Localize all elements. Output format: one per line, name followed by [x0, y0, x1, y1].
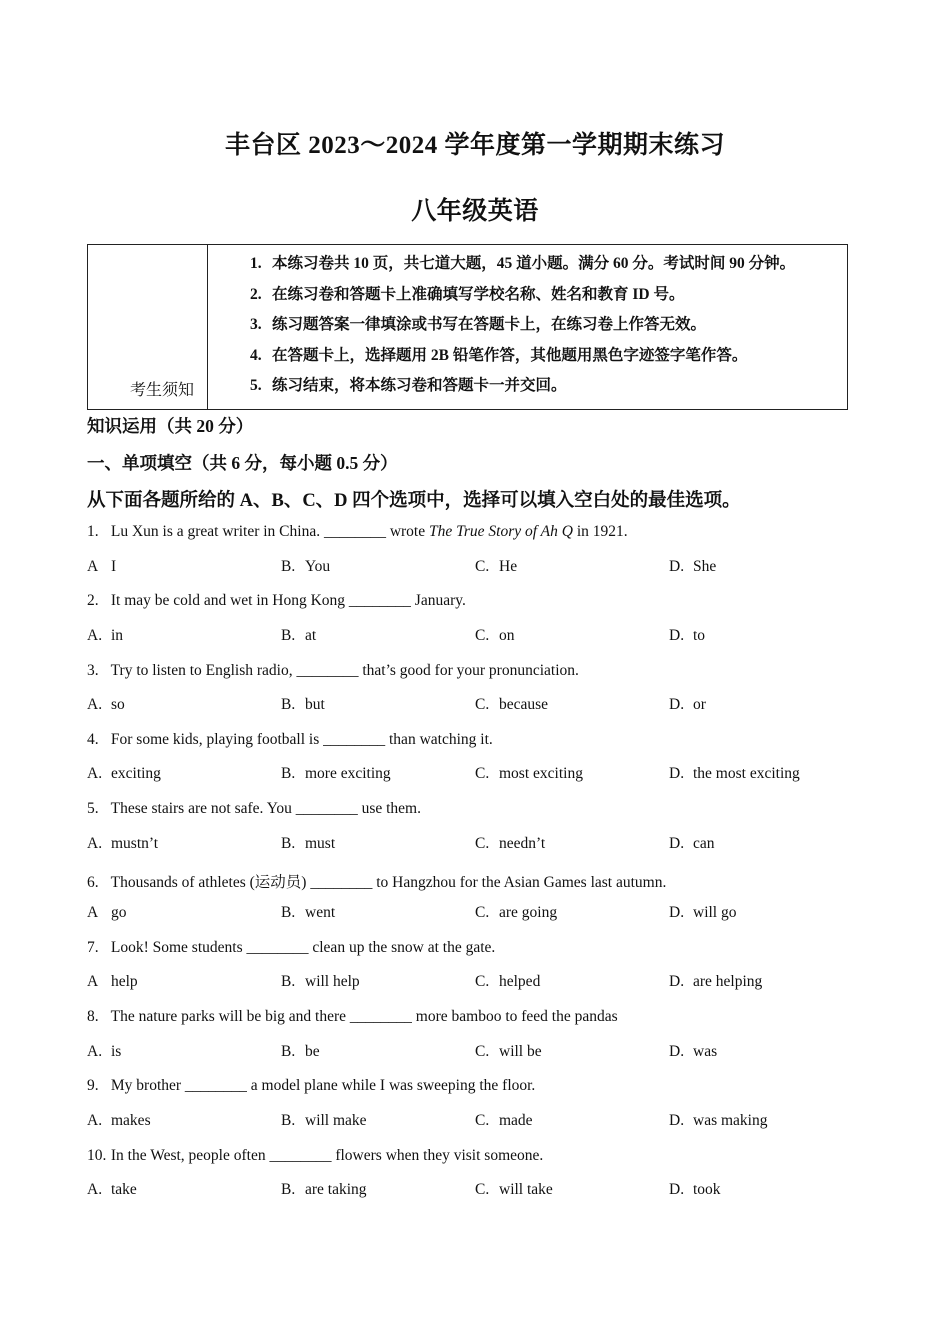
option-text: He	[499, 557, 518, 575]
option-text: to	[693, 626, 706, 644]
notice-label-cell	[88, 245, 208, 409]
question-stem	[87, 592, 466, 610]
option-b	[281, 904, 335, 922]
question-number: 9.	[87, 1077, 99, 1095]
option-text: was	[693, 1042, 718, 1060]
option-letter: D.	[669, 765, 685, 783]
option-text: She	[693, 557, 717, 575]
option-text: go	[111, 904, 127, 921]
question-stem	[87, 662, 579, 680]
question-text: Try to listen to English radio, ________ that’s good for your pronunciation.	[110, 661, 579, 679]
option-letter: B.	[281, 696, 296, 714]
question-text: Look! Some students ________ clean up the snow at the gate.	[110, 938, 496, 956]
option-text: are going	[499, 904, 558, 921]
notice-table	[87, 244, 848, 410]
option-letter: C.	[475, 834, 490, 852]
notice-item-number: 5.	[250, 377, 262, 394]
question-stem	[87, 1147, 543, 1165]
question-number: 3.	[87, 661, 99, 679]
option-text: made	[499, 1111, 533, 1129]
option-d	[669, 1181, 721, 1199]
option-c	[475, 696, 548, 714]
option-letter: B.	[281, 1111, 296, 1129]
option-letter: D.	[669, 626, 685, 644]
option-c	[475, 904, 557, 922]
option-d	[669, 696, 706, 714]
question-number: 7.	[87, 938, 99, 956]
option-letter: C.	[475, 696, 490, 714]
option-letter: D.	[669, 696, 685, 714]
option-c	[475, 1181, 553, 1199]
option-letter: B.	[281, 904, 296, 921]
notice-item-text: 本练习卷共 10 页，共七道大题，45 道小题。满分 60 分。考试时间 90 分钟。	[272, 255, 796, 272]
question-number: 6.	[87, 873, 99, 891]
option-letter: D.	[669, 1181, 685, 1199]
option-letter: B.	[281, 626, 296, 644]
notice-item	[250, 284, 795, 315]
question-text: In the West, people often ________ flowers when they visit someone.	[110, 1146, 544, 1164]
option-text: will be	[499, 1042, 542, 1060]
option-letter: A	[87, 557, 99, 575]
option-a	[87, 696, 125, 714]
option-letter: D.	[669, 1042, 685, 1060]
question-stem	[87, 870, 666, 892]
option-letter: A.	[87, 696, 103, 714]
option-text: will make	[305, 1111, 367, 1129]
option-text: the most exciting	[693, 765, 800, 783]
section-part-title: 知识运用（共 20 分）	[87, 416, 254, 436]
question-text: For some kids, playing football is ________ than watching it.	[110, 730, 493, 748]
question-stem	[87, 1077, 535, 1095]
option-text: on	[499, 626, 515, 644]
question-stem	[87, 731, 493, 749]
question-number: 1.	[87, 523, 99, 540]
option-a	[87, 904, 127, 922]
option-text: exciting	[111, 765, 161, 783]
question-text: These stairs are not safe. You ________ use them.	[110, 800, 421, 818]
option-letter: B.	[281, 973, 296, 991]
option-letter: D.	[669, 1111, 685, 1129]
option-text: are taking	[305, 1181, 367, 1199]
option-b	[281, 835, 335, 853]
option-text: in	[111, 626, 124, 644]
option-d	[669, 835, 715, 853]
option-text: will go	[693, 904, 737, 921]
option-b	[281, 558, 330, 576]
option-letter: A.	[87, 1042, 103, 1060]
option-text: so	[111, 696, 125, 714]
option-text: will take	[499, 1181, 553, 1199]
option-letter: C.	[475, 1111, 490, 1129]
option-text: must	[305, 834, 336, 852]
question-stem	[87, 1008, 618, 1026]
option-text: at	[305, 626, 317, 644]
option-letter: B.	[281, 834, 296, 852]
notice-item-text: 在练习卷和答题卡上准确填写学校名称、姓名和教育 ID 号。	[272, 285, 685, 303]
option-text: You	[305, 557, 331, 575]
option-c	[475, 558, 517, 576]
option-text: went	[305, 904, 336, 921]
option-b	[281, 627, 316, 645]
question-text: My brother ________ a model plane while I was sweeping the floor.	[110, 1077, 536, 1095]
option-text: took	[693, 1181, 721, 1199]
option-text: mustn’t	[111, 834, 159, 852]
question-italic-title: The True Story of Ah Q	[429, 523, 573, 540]
option-letter: C.	[475, 1181, 490, 1199]
question-text: The nature parks will be big and there ________ more bamboo to feed the pandas	[110, 1008, 618, 1026]
exam-title: 丰台区 2023～2024 学年度第一学期期末练习	[224, 132, 725, 159]
notice-item	[250, 345, 795, 376]
option-d	[669, 1112, 767, 1130]
option-letter: C.	[475, 765, 490, 783]
option-d	[669, 558, 716, 576]
option-text: is	[111, 1042, 122, 1060]
option-d	[669, 904, 737, 922]
option-letter: C.	[475, 626, 490, 644]
option-d	[669, 627, 705, 645]
option-a	[87, 973, 138, 991]
option-c	[475, 835, 545, 853]
option-letter: C.	[475, 904, 490, 921]
question-number: 2.	[87, 592, 99, 610]
option-letter: A	[87, 904, 99, 921]
option-a	[87, 765, 161, 783]
option-letter: C.	[475, 557, 490, 575]
notice-item-number: 3.	[250, 316, 262, 333]
option-text: helped	[499, 973, 541, 991]
option-a	[87, 627, 123, 645]
option-letter: B.	[281, 557, 296, 575]
question-number: 10.	[87, 1146, 107, 1164]
option-text: help	[111, 973, 138, 991]
option-letter: C.	[475, 973, 490, 991]
option-letter: D.	[669, 904, 685, 921]
option-letter: D.	[669, 557, 685, 575]
notice-item-number: 1.	[250, 255, 262, 272]
section-one-title: 一、单项填空（共 6 分，每小题 0.5 分）	[87, 453, 398, 473]
question-number: 4.	[87, 730, 99, 748]
option-a	[87, 1112, 151, 1130]
option-text: take	[111, 1181, 137, 1199]
question-text: Lu Xun is a great writer in China. ________ wrote	[110, 523, 429, 540]
question-text: Thousands of athletes (运动员) ________ to Hangzhou for the Asian Games last autumn.	[110, 873, 667, 891]
option-c	[475, 973, 540, 991]
notice-item	[250, 375, 795, 406]
option-c	[475, 1043, 542, 1061]
question-stem	[87, 939, 495, 957]
option-letter: A.	[87, 1111, 103, 1129]
option-b	[281, 1112, 367, 1130]
option-d	[669, 765, 800, 783]
option-text: needn’t	[499, 834, 546, 852]
notice-item-number: 4.	[250, 346, 262, 364]
option-letter: D.	[669, 973, 685, 991]
option-text: because	[499, 696, 549, 714]
option-d	[669, 1043, 717, 1061]
option-text: are helping	[693, 973, 763, 991]
option-text: will help	[305, 973, 360, 991]
option-a	[87, 835, 158, 853]
option-c	[475, 627, 515, 645]
option-b	[281, 696, 325, 714]
option-letter: C.	[475, 1042, 490, 1060]
notice-item-text: 在答题卡上，选择题用 2B 铅笔作答，其他题用黑色字迹签字笔作答。	[272, 346, 748, 364]
notice-item-text: 练习题答案一律填涂或书写在答题卡上，在练习卷上作答无效。	[272, 316, 707, 333]
option-b	[281, 1181, 367, 1199]
option-text: most exciting	[499, 765, 583, 783]
notice-items	[250, 253, 795, 406]
question-number: 8.	[87, 1008, 99, 1026]
question-text-end: in 1921.	[572, 523, 628, 540]
option-text: be	[305, 1042, 320, 1060]
option-c	[475, 765, 583, 783]
option-a	[87, 558, 116, 576]
option-letter: A.	[87, 626, 103, 644]
option-b	[281, 765, 391, 783]
section-instruction: 从下面各题所给的 A、B、C、D 四个选项中，选择可以填入空白处的最佳选项。	[87, 491, 741, 511]
option-text: I	[111, 557, 117, 575]
exam-subtitle: 八年级英语	[411, 198, 539, 225]
option-a	[87, 1181, 137, 1199]
option-b	[281, 1043, 320, 1061]
option-a	[87, 1043, 121, 1061]
notice-item-text: 练习结束，将本练习卷和答题卡一并交回。	[272, 377, 567, 394]
option-letter: A	[87, 973, 99, 991]
question-stem	[87, 800, 421, 818]
option-text: but	[305, 696, 325, 714]
notice-item	[250, 253, 795, 284]
option-text: can	[693, 834, 715, 852]
option-c	[475, 1112, 533, 1130]
option-letter: A.	[87, 1181, 103, 1199]
option-text: was making	[693, 1111, 768, 1129]
notice-item-number: 2.	[250, 285, 262, 303]
notice-item	[250, 314, 795, 345]
option-text: more exciting	[305, 765, 391, 783]
option-letter: B.	[281, 1181, 296, 1199]
option-d	[669, 973, 762, 991]
option-b	[281, 973, 360, 991]
option-letter: B.	[281, 765, 296, 783]
option-letter: D.	[669, 834, 685, 852]
question-stem	[87, 523, 628, 541]
option-letter: A.	[87, 834, 103, 852]
notice-label: 考生须知	[130, 382, 195, 399]
question-text: It may be cold and wet in Hong Kong ________ January.	[110, 592, 466, 610]
option-letter: B.	[281, 1042, 296, 1060]
question-number: 5.	[87, 800, 99, 818]
option-text: or	[693, 696, 706, 714]
option-text: makes	[111, 1111, 151, 1129]
option-letter: A.	[87, 765, 103, 783]
